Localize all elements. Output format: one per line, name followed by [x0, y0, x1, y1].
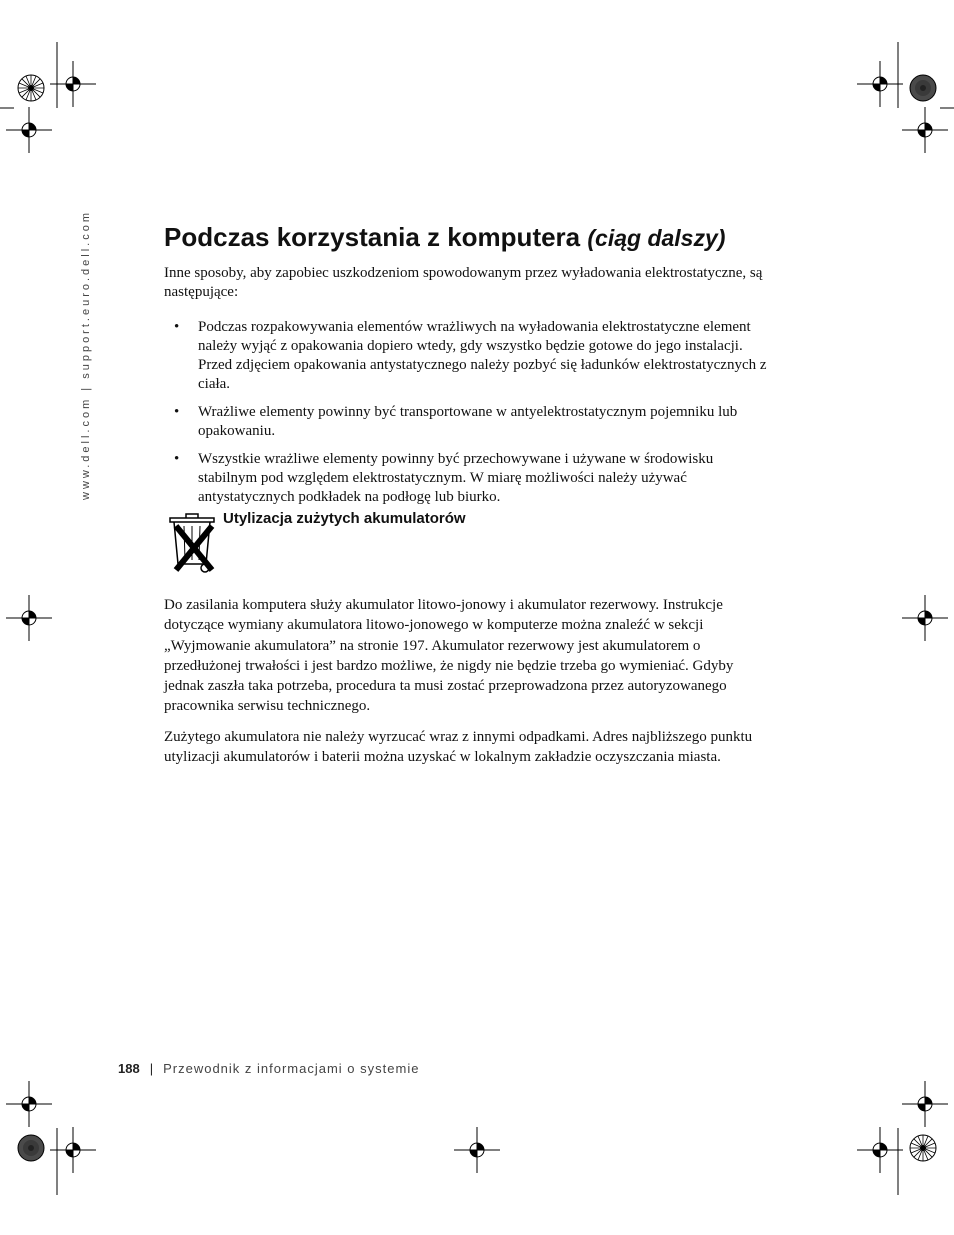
battery-disposal-heading: Utylizacja zużytych akumulatorów: [223, 510, 466, 527]
crossed-out-bin-icon: [166, 512, 218, 576]
footer-separator: |: [149, 1061, 154, 1076]
battery-paragraph-2: Zużytego akumulatora nie należy wyrzucać wraz z innymi odpadkami. Adres najbliższego punktu utylizacji akumulatorów i baterii można uzyskać w lokalnym zakładzie oczyszczania miasta.: [164, 728, 753, 766]
list-item-text: Wrażliwe elementy powinny być transportowane w antyelektrostatycznym pojemniku lub opakowaniu.: [198, 404, 738, 439]
list-item-text: Podczas rozpakowywania elementów wrażliwych na wyładowania elektrostatyczne element należy wyjąć z opakowania dopiero wtedy, gdy wszystko będzie gotowe do jego instalacji. Przed zdjęciem opakowania antystatycznego należy pozbyć się ładunków elektrostatycznych z ciała.: [198, 319, 767, 392]
bottom-marks: [6, 1081, 948, 1195]
list-item: [164, 318, 776, 394]
list-item-text: Wszystkie wrażliwe elementy powinny być przechowywane i używane w środowisku stabilnym pod względem elektrostatycznym. W miarę możliwości należy używać antystatycznych podkładek na podłogę lub biurko.: [198, 451, 714, 505]
bullet-dot: •: [174, 319, 180, 335]
list-item: [164, 403, 776, 441]
page-title: [164, 222, 725, 253]
battery-paragraph-1: Do zasilania komputera służy akumulator litowo-jonowy i akumulator rezerwowy. Instrukcje dotyczące wymiany akumulatora litowo-jonowego w komputerze można znaleźć w sekcji „Wyjmowanie akumulatora” na stronie 197. Akumulator rezerwowy jest akumulatorem o przedłużonej trwałości i jest bardzo możliwe, że nigdy nie będzie trzeba go wymieniać. Gdyby jednak zaszła taka potrzeba, procedura ta musi zostać przeprowadzona przez autoryzowanego pracownika serwisu technicznego.: [164, 597, 734, 715]
title-main: Podczas korzystania z komputera: [164, 222, 581, 252]
page-number: 188: [118, 1061, 140, 1076]
esd-bullet-list: [164, 318, 776, 507]
sidebar-website-url: www.dell.com | support.euro.dell.com: [80, 210, 92, 500]
battery-disposal-section: [164, 595, 776, 777]
bullet-dot: •: [174, 451, 180, 467]
title-continued: (ciąg dalszy): [587, 225, 726, 251]
page-footer: [118, 1061, 419, 1076]
top-marks: [0, 42, 954, 153]
intro-paragraph: Inne sposoby, aby zapobiec uszkodzeniom spowodowanym przez wyładowania elektrostatyczne, są następujące:: [164, 265, 763, 300]
esd-section: [164, 264, 776, 516]
bullet-dot: •: [174, 404, 180, 420]
list-item: [164, 450, 776, 507]
guide-title: Przewodnik z informacjami o systemie: [163, 1061, 420, 1076]
